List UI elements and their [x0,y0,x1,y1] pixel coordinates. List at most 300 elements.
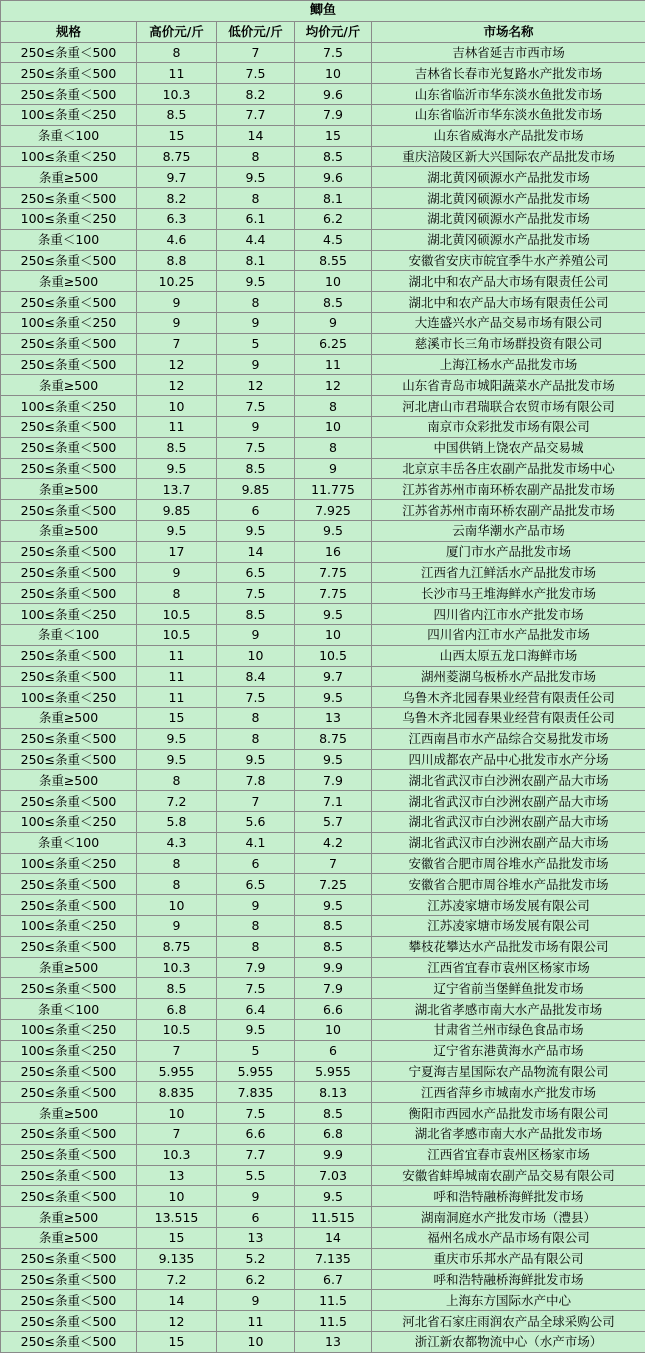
low-price-cell: 6 [217,1207,295,1228]
avg-price-cell: 6.7 [295,1269,372,1290]
market-name-cell: 南京市众彩批发市场有限公司 [372,416,645,437]
low-price-cell: 11 [217,1311,295,1332]
low-price-cell: 4.4 [217,229,295,250]
table-row [1,250,645,271]
low-price-cell: 9.5 [217,520,295,541]
market-name-cell: 江西省宜春市袁州区杨家市场 [372,1144,645,1165]
avg-price-cell: 10 [295,416,372,437]
market-name-cell: 湖北省孝感市南大水产品批发市场 [372,1124,645,1145]
table-row [1,978,645,999]
low-price-cell: 9 [217,1186,295,1207]
table-row [1,1311,645,1332]
market-name-cell: 厦门市水产品批发市场 [372,541,645,562]
market-name-cell: 辽宁省东港黄海水产品市场 [372,1040,645,1061]
market-name-cell: 湖南洞庭水产批发市场（澧县） [372,1207,645,1228]
table-row [1,916,645,937]
spec-cell: 条重≥500 [1,271,137,292]
high-price-cell: 9.5 [137,749,217,770]
market-name-cell: 浙江新农都物流中心（水产市场） [372,1332,645,1353]
table-row [1,666,645,687]
avg-price-cell: 15 [295,125,372,146]
high-price-cell: 10.3 [137,1144,217,1165]
high-price-cell: 12 [137,375,217,396]
high-price-cell: 7 [137,1040,217,1061]
spec-cell: 250≤条重＜500 [1,583,137,604]
low-price-cell: 9 [217,1290,295,1311]
spec-cell: 条重≥500 [1,708,137,729]
high-price-cell: 17 [137,541,217,562]
low-price-cell: 8 [217,188,295,209]
title-row [1,1,645,22]
header-high-price: 高价元/斤 [137,21,217,42]
table-row [1,333,645,354]
avg-price-cell: 8.13 [295,1082,372,1103]
market-name-cell: 吉林省长春市光复路水产批发市场 [372,63,645,84]
market-name-cell: 长沙市马王堆海鲜水产批发市场 [372,583,645,604]
avg-price-cell: 9.6 [295,84,372,105]
low-price-cell: 9 [217,895,295,916]
avg-price-cell: 12 [295,375,372,396]
high-price-cell: 8.5 [137,104,217,125]
spec-cell: 100≤条重＜250 [1,146,137,167]
high-price-cell: 10 [137,1103,217,1124]
spec-cell: 条重≥500 [1,479,137,500]
table-row [1,1248,645,1269]
low-price-cell: 7.8 [217,770,295,791]
avg-price-cell: 14 [295,1228,372,1249]
market-name-cell: 宁夏海吉星国际农产品物流有限公司 [372,1061,645,1082]
avg-price-cell: 9 [295,458,372,479]
market-name-cell: 呼和浩特融桥海鲜批发市场 [372,1269,645,1290]
high-price-cell: 10.3 [137,957,217,978]
avg-price-cell: 10 [295,271,372,292]
high-price-cell: 4.6 [137,229,217,250]
low-price-cell: 6.2 [217,1269,295,1290]
table-body [1,42,645,1352]
spec-cell: 条重≥500 [1,957,137,978]
avg-price-cell: 9.5 [295,604,372,625]
table-title: 鲫鱼 [1,1,645,22]
market-name-cell: 山东省威海水产品批发市场 [372,125,645,146]
table-row [1,853,645,874]
low-price-cell: 5 [217,1040,295,1061]
table-row [1,1207,645,1228]
high-price-cell: 7.2 [137,791,217,812]
low-price-cell: 7.7 [217,104,295,125]
low-price-cell: 8.5 [217,458,295,479]
avg-price-cell: 11.775 [295,479,372,500]
spec-cell: 250≤条重＜500 [1,1124,137,1145]
table-row [1,1103,645,1124]
table-row [1,1165,645,1186]
high-price-cell: 9.5 [137,520,217,541]
header-low-price: 低价元/斤 [217,21,295,42]
market-name-cell: 四川省内江市水产批发市场 [372,604,645,625]
table-row [1,63,645,84]
low-price-cell: 10 [217,1332,295,1353]
low-price-cell: 8 [217,708,295,729]
table-row [1,624,645,645]
market-name-cell: 安徽省合肥市周谷堆水产品批发市场 [372,874,645,895]
table-row [1,770,645,791]
table-row [1,936,645,957]
market-name-cell: 攀枝花攀达水产品批发市场有限公司 [372,936,645,957]
spec-cell: 250≤条重＜500 [1,1061,137,1082]
table-row [1,1186,645,1207]
high-price-cell: 8 [137,874,217,895]
low-price-cell: 8.4 [217,666,295,687]
market-name-cell: 呼和浩特融桥海鲜批发市场 [372,1186,645,1207]
market-name-cell: 河北省石家庄雨润农产品全球采购公司 [372,1311,645,1332]
spec-cell: 250≤条重＜500 [1,749,137,770]
high-price-cell: 8.5 [137,437,217,458]
high-price-cell: 9.5 [137,728,217,749]
avg-price-cell: 8 [295,437,372,458]
market-name-cell: 吉林省延吉市西市场 [372,42,645,63]
table-row [1,1124,645,1145]
spec-cell: 250≤条重＜500 [1,895,137,916]
high-price-cell: 7 [137,1124,217,1145]
avg-price-cell: 7 [295,853,372,874]
market-name-cell: 湖北黄冈硕源水产品批发市场 [372,229,645,250]
high-price-cell: 13.7 [137,479,217,500]
market-name-cell: 山东省临沂市华东淡水鱼批发市场 [372,84,645,105]
high-price-cell: 9 [137,312,217,333]
spec-cell: 250≤条重＜500 [1,1248,137,1269]
high-price-cell: 9.85 [137,500,217,521]
avg-price-cell: 11.5 [295,1311,372,1332]
spec-cell: 250≤条重＜500 [1,354,137,375]
spec-cell: 250≤条重＜500 [1,63,137,84]
spec-cell: 条重＜100 [1,624,137,645]
table-row [1,832,645,853]
low-price-cell: 6.1 [217,208,295,229]
table-row [1,188,645,209]
low-price-cell: 8 [217,292,295,313]
market-name-cell: 江苏凌家塘市场发展有限公司 [372,916,645,937]
spec-cell: 条重≥500 [1,1103,137,1124]
high-price-cell: 15 [137,1332,217,1353]
spec-cell: 100≤条重＜250 [1,104,137,125]
low-price-cell: 8 [217,146,295,167]
avg-price-cell: 9.6 [295,167,372,188]
spec-cell: 100≤条重＜250 [1,916,137,937]
table-row [1,687,645,708]
avg-price-cell: 11 [295,354,372,375]
low-price-cell: 12 [217,375,295,396]
avg-price-cell: 5.7 [295,812,372,833]
market-name-cell: 上海东方国际水产中心 [372,1290,645,1311]
avg-price-cell: 7.75 [295,583,372,604]
spec-cell: 100≤条重＜250 [1,687,137,708]
table-row [1,84,645,105]
low-price-cell: 8 [217,936,295,957]
market-name-cell: 大连盛兴水产品交易市场有限公司 [372,312,645,333]
spec-cell: 250≤条重＜500 [1,1269,137,1290]
low-price-cell: 7 [217,791,295,812]
table-row [1,312,645,333]
avg-price-cell: 8.75 [295,728,372,749]
market-name-cell: 湖北黄冈硕源水产品批发市场 [372,167,645,188]
market-name-cell: 安徽省安庆市皖宜季牛水产养殖公司 [372,250,645,271]
market-name-cell: 江西省萍乡市城南水产批发市场 [372,1082,645,1103]
avg-price-cell: 6.2 [295,208,372,229]
spec-cell: 250≤条重＜500 [1,42,137,63]
low-price-cell: 7.5 [217,437,295,458]
high-price-cell: 8.835 [137,1082,217,1103]
high-price-cell: 11 [137,687,217,708]
table-row [1,458,645,479]
table-row [1,957,645,978]
table-row [1,146,645,167]
low-price-cell: 6 [217,500,295,521]
high-price-cell: 12 [137,354,217,375]
market-name-cell: 四川省内江市水产品批发市场 [372,624,645,645]
high-price-cell: 14 [137,1290,217,1311]
low-price-cell: 9.85 [217,479,295,500]
avg-price-cell: 11.515 [295,1207,372,1228]
table-row [1,437,645,458]
table-row [1,541,645,562]
high-price-cell: 11 [137,416,217,437]
spec-cell: 250≤条重＜500 [1,292,137,313]
avg-price-cell: 9.5 [295,520,372,541]
table-row [1,708,645,729]
table-row [1,229,645,250]
spec-cell: 250≤条重＜500 [1,1165,137,1186]
high-price-cell: 10 [137,895,217,916]
market-name-cell: 湖北省武汉市白沙洲农副产品大市场 [372,812,645,833]
low-price-cell: 7.5 [217,978,295,999]
spec-cell: 250≤条重＜500 [1,1144,137,1165]
market-name-cell: 安徽省合肥市周谷堆水产品批发市场 [372,853,645,874]
low-price-cell: 5.955 [217,1061,295,1082]
table-row [1,479,645,500]
table-row [1,1290,645,1311]
market-name-cell: 山东省青岛市城阳蔬菜水产品批发市场 [372,375,645,396]
market-name-cell: 湖北中和农产品大市场有限责任公司 [372,271,645,292]
high-price-cell: 9 [137,562,217,583]
low-price-cell: 6.4 [217,999,295,1020]
spec-cell: 条重＜100 [1,229,137,250]
market-name-cell: 江苏省苏州市南环桥农副产品批发市场 [372,479,645,500]
spec-cell: 250≤条重＜500 [1,1082,137,1103]
table-row [1,812,645,833]
spec-cell: 250≤条重＜500 [1,645,137,666]
table-row [1,167,645,188]
high-price-cell: 8 [137,42,217,63]
avg-price-cell: 4.5 [295,229,372,250]
header-avg-price: 均价元/斤 [295,21,372,42]
market-name-cell: 安徽省蚌埠城南农副产品交易有限公司 [372,1165,645,1186]
avg-price-cell: 8.5 [295,936,372,957]
low-price-cell: 9.5 [217,1020,295,1041]
spec-cell: 条重＜100 [1,125,137,146]
market-name-cell: 上海江杨水产品批发市场 [372,354,645,375]
spec-cell: 250≤条重＜500 [1,500,137,521]
table-row [1,104,645,125]
low-price-cell: 13 [217,1228,295,1249]
low-price-cell: 9.5 [217,167,295,188]
spec-cell: 100≤条重＜250 [1,208,137,229]
high-price-cell: 7 [137,333,217,354]
spec-cell: 250≤条重＜500 [1,437,137,458]
low-price-cell: 7.5 [217,583,295,604]
low-price-cell: 7.835 [217,1082,295,1103]
market-name-cell: 北京京丰岳各庄农副产品批发市场中心 [372,458,645,479]
spec-cell: 条重≥500 [1,167,137,188]
avg-price-cell: 6 [295,1040,372,1061]
table-row [1,1144,645,1165]
high-price-cell: 8.2 [137,188,217,209]
market-name-cell: 福州名成水产品市场有限公司 [372,1228,645,1249]
table-row [1,1020,645,1041]
high-price-cell: 5.955 [137,1061,217,1082]
high-price-cell: 11 [137,645,217,666]
table-row [1,1269,645,1290]
market-name-cell: 四川成都农产品中心批发市水产分场 [372,749,645,770]
high-price-cell: 9.5 [137,458,217,479]
high-price-cell: 6.3 [137,208,217,229]
spec-cell: 250≤条重＜500 [1,188,137,209]
table-row [1,271,645,292]
avg-price-cell: 9.5 [295,1186,372,1207]
low-price-cell: 7.5 [217,63,295,84]
table-row [1,604,645,625]
spec-cell: 100≤条重＜250 [1,396,137,417]
low-price-cell: 9.5 [217,749,295,770]
low-price-cell: 14 [217,125,295,146]
low-price-cell: 7.5 [217,1103,295,1124]
spec-cell: 250≤条重＜500 [1,666,137,687]
high-price-cell: 11 [137,63,217,84]
spec-cell: 250≤条重＜500 [1,1186,137,1207]
avg-price-cell: 4.2 [295,832,372,853]
spec-cell: 条重＜100 [1,999,137,1020]
low-price-cell: 8.2 [217,84,295,105]
low-price-cell: 14 [217,541,295,562]
table-row [1,208,645,229]
market-name-cell: 湖北省武汉市白沙洲农副产品大市场 [372,770,645,791]
high-price-cell: 15 [137,125,217,146]
high-price-cell: 13 [137,1165,217,1186]
high-price-cell: 10.25 [137,271,217,292]
spec-cell: 条重＜100 [1,832,137,853]
table-row [1,416,645,437]
table-row [1,999,645,1020]
market-name-cell: 云南华潮水产品市场 [372,520,645,541]
table-row [1,583,645,604]
avg-price-cell: 9.5 [295,687,372,708]
avg-price-cell: 7.75 [295,562,372,583]
table-row [1,749,645,770]
market-name-cell: 江西南昌市水产品综合交易批发市场 [372,728,645,749]
table-row [1,396,645,417]
high-price-cell: 9 [137,916,217,937]
market-name-cell: 江西省九江鲜活水产品批发市场 [372,562,645,583]
spec-cell: 100≤条重＜250 [1,312,137,333]
avg-price-cell: 7.9 [295,770,372,791]
spec-cell: 250≤条重＜500 [1,978,137,999]
spec-cell: 250≤条重＜500 [1,1332,137,1353]
market-name-cell: 江苏凌家塘市场发展有限公司 [372,895,645,916]
low-price-cell: 7.9 [217,957,295,978]
spec-cell: 250≤条重＜500 [1,416,137,437]
market-name-cell: 湖北黄冈硕源水产品批发市场 [372,208,645,229]
high-price-cell: 8.75 [137,146,217,167]
avg-price-cell: 7.5 [295,42,372,63]
spec-cell: 250≤条重＜500 [1,250,137,271]
high-price-cell: 5.8 [137,812,217,833]
high-price-cell: 8 [137,583,217,604]
table-row [1,728,645,749]
spec-cell: 100≤条重＜250 [1,1020,137,1041]
low-price-cell: 8.1 [217,250,295,271]
low-price-cell: 6.5 [217,562,295,583]
market-name-cell: 重庆涪陵区新大兴国际农产品批发市场 [372,146,645,167]
table-row [1,1082,645,1103]
high-price-cell: 11 [137,666,217,687]
low-price-cell: 9 [217,354,295,375]
market-name-cell: 辽宁省前当堡鲜鱼批发市场 [372,978,645,999]
low-price-cell: 8 [217,728,295,749]
market-name-cell: 甘肃省兰州市绿色食品市场 [372,1020,645,1041]
low-price-cell: 7.7 [217,1144,295,1165]
spec-cell: 条重≥500 [1,1207,137,1228]
market-name-cell: 山东省临沂市华东淡水鱼批发市场 [372,104,645,125]
spec-cell: 250≤条重＜500 [1,1290,137,1311]
avg-price-cell: 8.5 [295,916,372,937]
table-row [1,1061,645,1082]
table-row [1,354,645,375]
market-name-cell: 江西省宜春市袁州区杨家市场 [372,957,645,978]
spec-cell: 100≤条重＜250 [1,1040,137,1061]
table-row [1,1228,645,1249]
avg-price-cell: 7.135 [295,1248,372,1269]
low-price-cell: 6.6 [217,1124,295,1145]
high-price-cell: 13.515 [137,1207,217,1228]
table-row [1,645,645,666]
high-price-cell: 8.5 [137,978,217,999]
low-price-cell: 5 [217,333,295,354]
high-price-cell: 12 [137,1311,217,1332]
avg-price-cell: 7.925 [295,500,372,521]
avg-price-cell: 9 [295,312,372,333]
low-price-cell: 6.5 [217,874,295,895]
market-name-cell: 乌鲁木齐北园春果业经营有限责任公司 [372,708,645,729]
spec-cell: 100≤条重＜250 [1,812,137,833]
avg-price-cell: 6.8 [295,1124,372,1145]
avg-price-cell: 11.5 [295,1290,372,1311]
avg-price-cell: 8.5 [295,146,372,167]
low-price-cell: 9.5 [217,271,295,292]
market-name-cell: 乌鲁木齐北园春果业经营有限责任公司 [372,687,645,708]
spec-cell: 250≤条重＜500 [1,84,137,105]
high-price-cell: 9.7 [137,167,217,188]
high-price-cell: 15 [137,1228,217,1249]
low-price-cell: 10 [217,645,295,666]
header-spec: 规格 [1,21,137,42]
spec-cell: 250≤条重＜500 [1,791,137,812]
low-price-cell: 7.5 [217,687,295,708]
low-price-cell: 7 [217,42,295,63]
high-price-cell: 10 [137,1186,217,1207]
avg-price-cell: 9.5 [295,749,372,770]
table-row [1,42,645,63]
avg-price-cell: 7.1 [295,791,372,812]
avg-price-cell: 8.5 [295,292,372,313]
high-price-cell: 4.3 [137,832,217,853]
